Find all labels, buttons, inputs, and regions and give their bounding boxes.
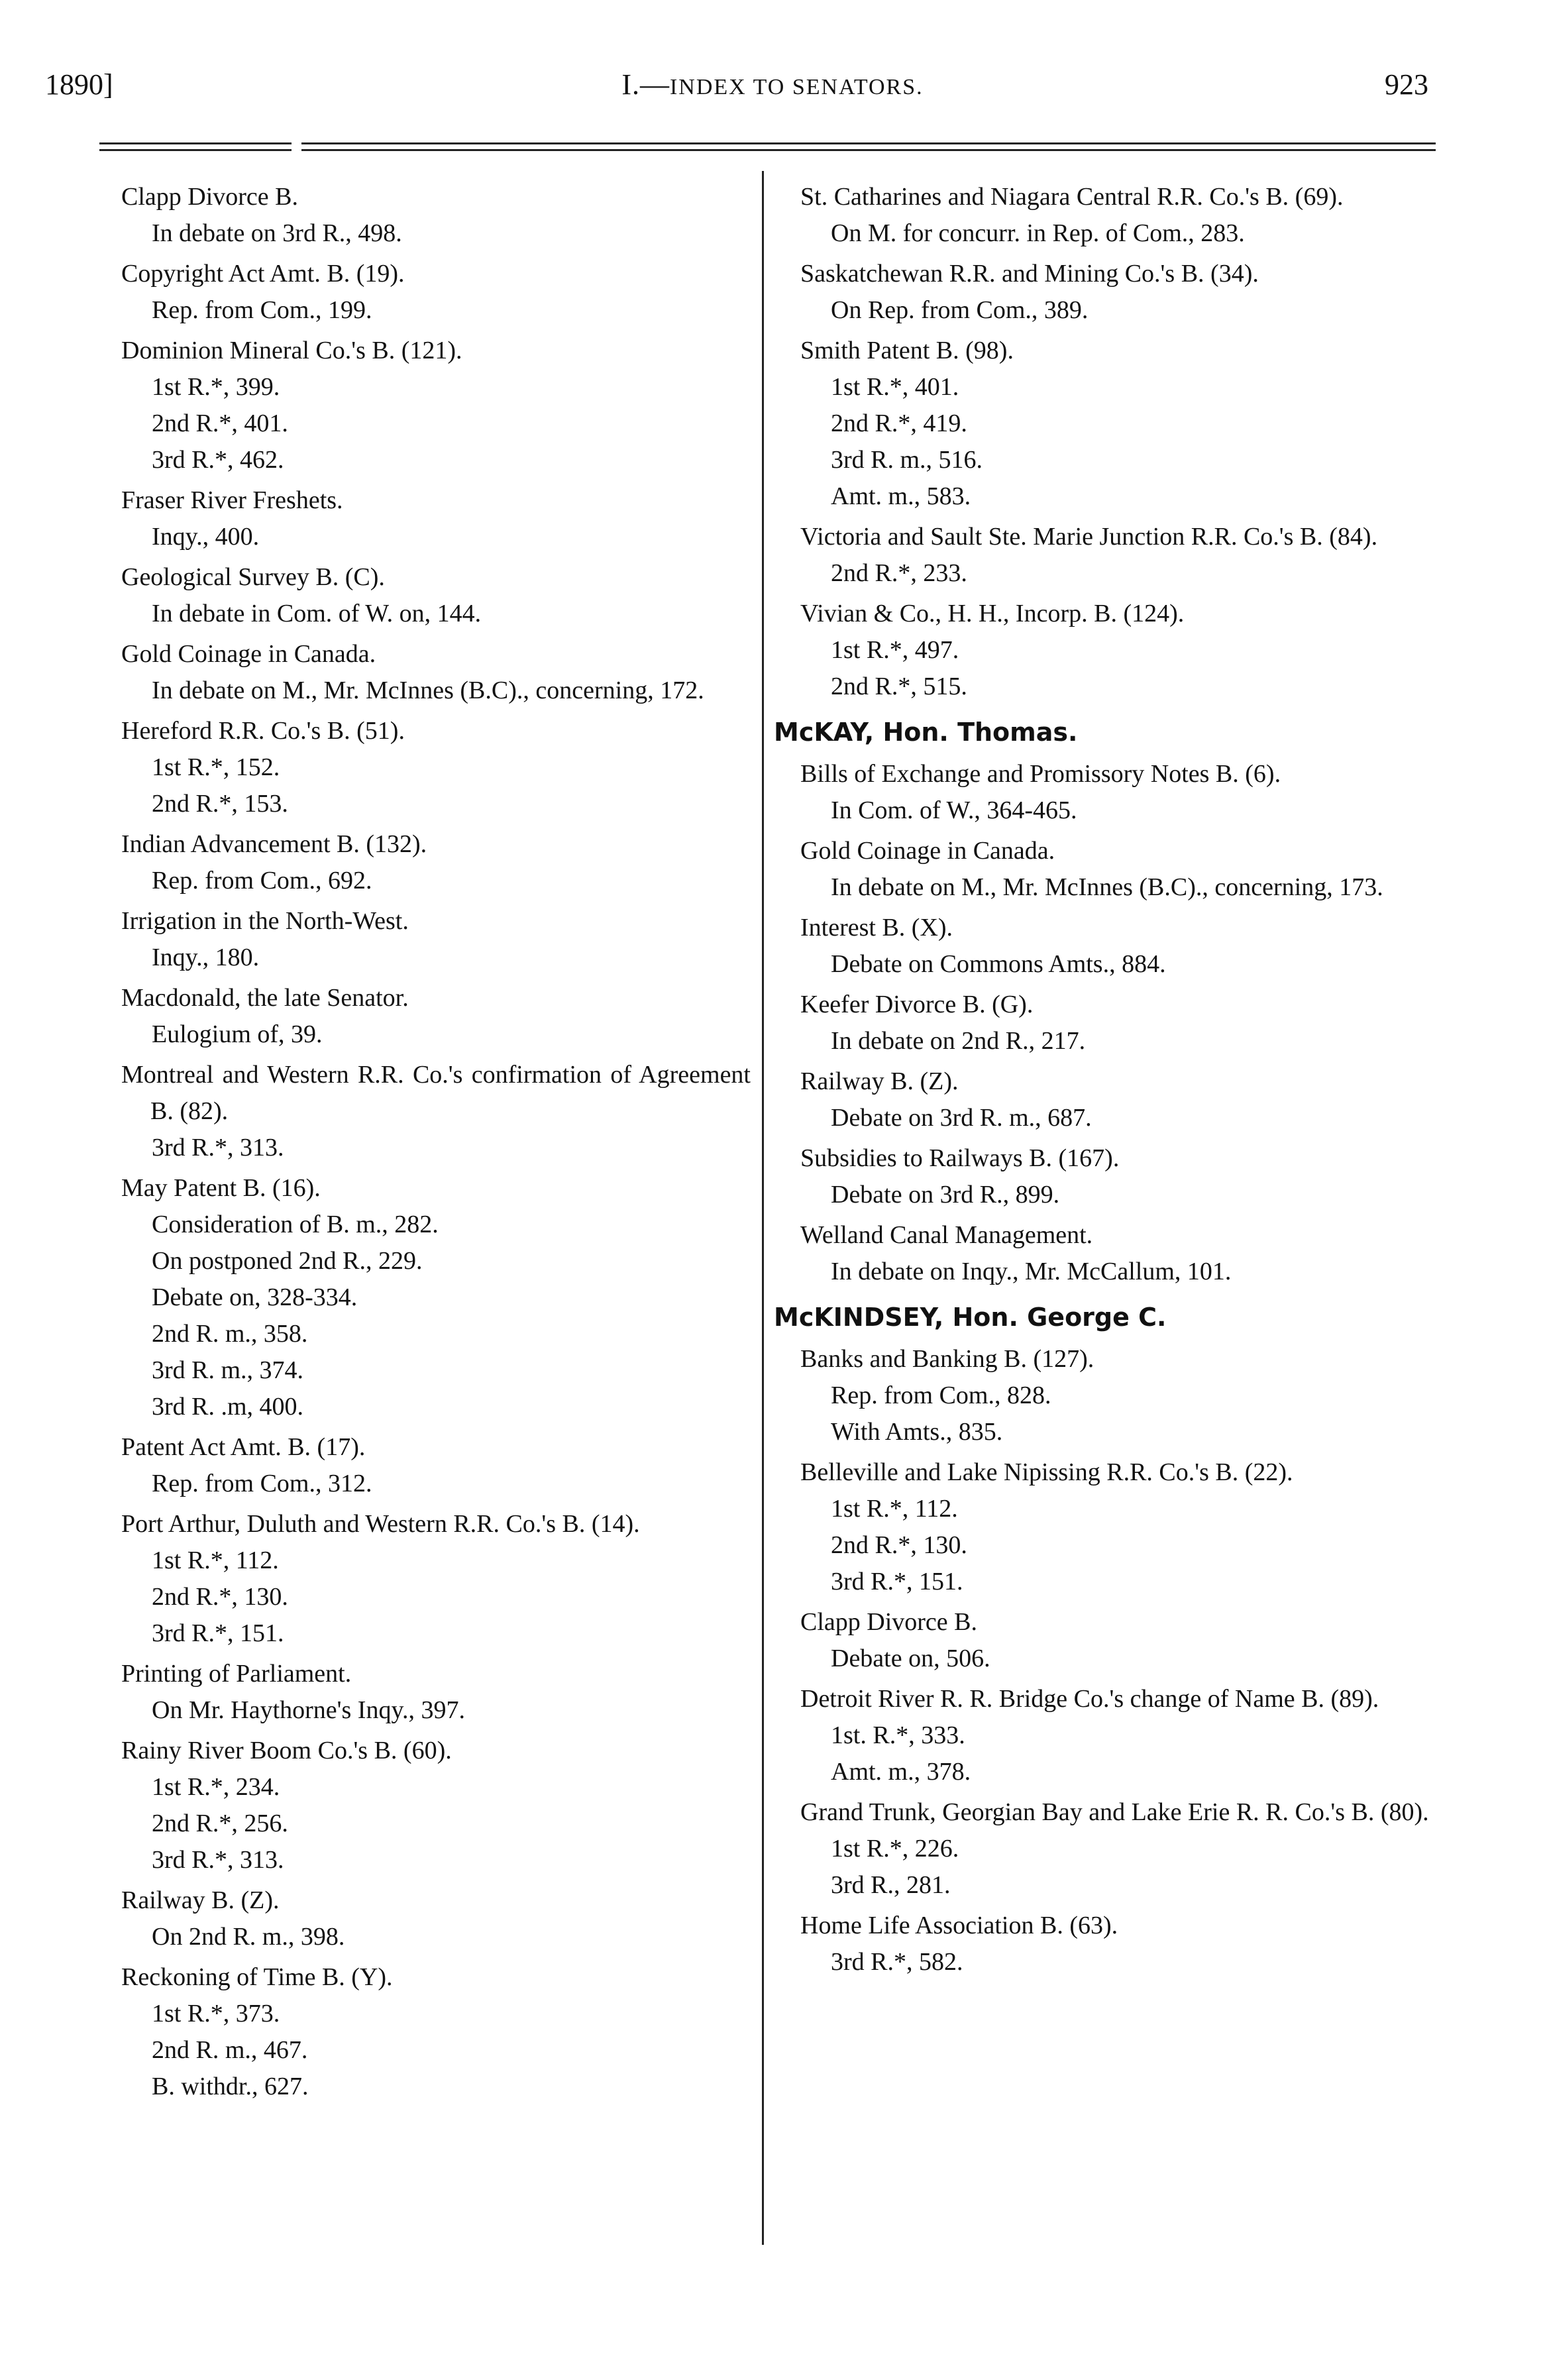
index-entry (121, 1882, 751, 1955)
entry-subitem: 2nd R.*, 233. (831, 559, 967, 587)
header-title-prefix: I.— (621, 68, 670, 101)
entry-title: Printing of Parliament. (121, 1660, 352, 1688)
index-entry (800, 256, 1436, 329)
entry-subitem: 2nd R.*, 130. (831, 1531, 967, 1559)
entry-title: Geological Survey B. (C). (121, 563, 385, 591)
entry-subitem: Debate on 3rd R., 899. (831, 1181, 1060, 1209)
entry-title: Indian Advancement B. (132). (121, 830, 427, 858)
entry-subitem: 2nd R.*, 515. (831, 673, 967, 700)
header-year: 1890] (45, 68, 113, 101)
entry-list (800, 1341, 1436, 1980)
entry-subitem: 3rd R. m., 374. (152, 1356, 304, 1384)
entry-subitem: 1st R.*, 112. (831, 1495, 958, 1523)
entry-title: Port Arthur, Duluth and Western R.R. Co.'s B. (14). (121, 1510, 640, 1538)
entry-title: St. Catharines and Niagara Central R.R. Co.'s B. (69). (800, 183, 1344, 211)
entry-subitem: Debate on, 506. (831, 1645, 990, 1672)
entry-subitem: 1st. R.*, 333. (831, 1721, 965, 1749)
index-entry (121, 980, 751, 1053)
entry-title: Gold Coinage in Canada. (121, 640, 376, 668)
index-entry (800, 1217, 1436, 1290)
entry-title: Clapp Divorce B. (121, 183, 299, 211)
index-entry (121, 256, 751, 329)
index-entry (800, 1794, 1436, 1904)
entry-subitem: Debate on 3rd R. m., 687. (831, 1104, 1092, 1132)
entry-title: Interest B. (X). (800, 914, 953, 942)
entry-subitem: 3rd R.*, 462. (152, 446, 284, 474)
entry-subitem: In debate on 3rd R., 498. (152, 219, 402, 247)
page-number: 923 (1385, 68, 1428, 101)
index-entry (121, 636, 751, 709)
entry-subitem: 1st R.*, 112. (152, 1546, 279, 1574)
entry-subitem: 2nd R.*, 419. (831, 409, 967, 437)
entry-title: Detroit River R. R. Bridge Co.'s change of Name B. (89). (800, 1685, 1379, 1713)
entry-subitem: Amt. m., 583. (831, 482, 971, 510)
entry-list (800, 179, 1436, 705)
entry-subitem: 2nd R.*, 153. (152, 790, 288, 818)
index-entry (121, 826, 751, 899)
index-entry (800, 833, 1436, 906)
entry-title: Saskatchewan R.R. and Mining Co.'s B. (34). (800, 260, 1259, 288)
header-rule (301, 142, 1436, 144)
entry-subitem: 1st R.*, 373. (152, 2000, 280, 2028)
entry-title: Home Life Association B. (63). (800, 1912, 1118, 1939)
entry-subitem: Eulogium of, 39. (152, 1020, 323, 1048)
entry-subitem: 3rd R.*, 582. (831, 1948, 963, 1976)
entry-subitem: 1st R.*, 234. (152, 1773, 280, 1801)
header-rule (301, 149, 1436, 151)
header-rule (99, 142, 292, 144)
index-entry (800, 987, 1436, 1059)
entry-subitem: Amt. m., 378. (831, 1758, 971, 1786)
entry-subitem: 3rd R. m., 516. (831, 446, 983, 474)
entry-list (121, 179, 751, 2105)
entry-title: Welland Canal Management. (800, 1221, 1093, 1249)
entry-subitem: In debate in Com. of W. on, 144. (152, 600, 482, 627)
entry-title: Railway B. (Z). (121, 1886, 280, 1914)
index-entry (121, 713, 751, 822)
entry-subitem: 2nd R.*, 130. (152, 1583, 288, 1611)
index-entry (800, 910, 1436, 983)
entry-subitem: 1st R.*, 399. (152, 373, 280, 401)
entry-subitem: 2nd R.*, 256. (152, 1810, 288, 1837)
entry-subitem: 3rd R.*, 151. (152, 1619, 284, 1647)
index-entry (121, 1429, 751, 1502)
entry-subitem: 3rd R.*, 313. (152, 1846, 284, 1874)
entry-subitem: Debate on, 328-334. (152, 1283, 358, 1311)
entry-title: Irrigation in the North-West. (121, 907, 409, 935)
senator-heading: McKAY, Hon. Thomas. (774, 718, 1078, 747)
entry-title: Patent Act Amt. B. (17). (121, 1433, 366, 1461)
entry-title: Fraser River Freshets. (121, 486, 343, 514)
entry-subitem: On 2nd R. m., 398. (152, 1923, 345, 1951)
entry-title: Railway B. (Z). (800, 1067, 959, 1095)
entry-subitem: 3rd R.*, 313. (152, 1134, 284, 1162)
index-entry (121, 1733, 751, 1878)
entry-subitem: With Amts., 835. (831, 1418, 1003, 1446)
column-divider (762, 171, 764, 2245)
entry-title: Grand Trunk, Georgian Bay and Lake Erie R. R. Co.'s B. (80). (800, 1798, 1429, 1826)
entry-title: Gold Coinage in Canada. (800, 837, 1055, 865)
entry-title: Smith Patent B. (98). (800, 337, 1014, 364)
entry-subitem: In debate on M., Mr. McInnes (B.C)., concerning, 173. (831, 873, 1383, 901)
entry-subitem: B. withdr., 627. (152, 2073, 309, 2100)
index-entry (800, 179, 1436, 252)
index-entry (800, 1908, 1436, 1980)
entry-subitem: Debate on Commons Amts., 884. (831, 950, 1166, 978)
index-entry (800, 1604, 1436, 1677)
entry-title: Hereford R.R. Co.'s B. (51). (121, 717, 405, 745)
index-entry (800, 333, 1436, 515)
entry-subitem: In debate on M., Mr. McInnes (B.C)., concerning, 172. (152, 676, 704, 704)
left-column (121, 179, 751, 2109)
entry-subitem: On M. for concurr. in Rep. of Com., 283. (831, 219, 1245, 247)
entry-title: Belleville and Lake Nipissing R.R. Co.'s B. (22). (800, 1458, 1293, 1486)
index-entry (121, 482, 751, 555)
header-title-smallcaps: INDEX TO SENATORS. (669, 75, 924, 99)
entry-title: Vivian & Co., H. H., Incorp. B. (124). (800, 600, 1185, 627)
entry-subitem: 1st R.*, 152. (152, 753, 280, 781)
entry-subitem: 2nd R.*, 401. (152, 409, 288, 437)
entry-subitem: In debate on 2nd R., 217. (831, 1027, 1086, 1055)
entry-subitem: On Rep. from Com., 389. (831, 296, 1089, 324)
index-entry (800, 1454, 1436, 1600)
entry-subitem: Inqy., 180. (152, 944, 260, 971)
index-entry (121, 1057, 751, 1166)
entry-subitem: On postponed 2nd R., 229. (152, 1247, 423, 1275)
entry-subitem: On Mr. Haythorne's Inqy., 397. (152, 1696, 465, 1724)
entry-title: Keefer Divorce B. (G). (800, 991, 1034, 1018)
index-entry (121, 1959, 751, 2105)
entry-subitem: 1st R.*, 497. (831, 636, 959, 664)
entry-title: Clapp Divorce B. (800, 1608, 978, 1636)
index-entry (121, 333, 751, 478)
index-entry (121, 179, 751, 252)
entry-subitem: Rep. from Com., 828. (831, 1381, 1051, 1409)
index-entry (121, 559, 751, 632)
entry-title: Dominion Mineral Co.'s B. (121). (121, 337, 462, 364)
index-entry (121, 1656, 751, 1729)
running-header (0, 61, 1545, 121)
entry-title: Victoria and Sault Ste. Marie Junction R.R. Co.'s B. (84). (800, 523, 1378, 551)
index-entry (121, 1170, 751, 1425)
entry-title: Reckoning of Time B. (Y). (121, 1963, 393, 1991)
entry-subitem: Inqy., 400. (152, 523, 260, 551)
entry-subitem: 2nd R. m., 467. (152, 2036, 308, 2064)
entry-subitem: 2nd R. m., 358. (152, 1320, 308, 1348)
index-entry (800, 756, 1436, 829)
entry-title: Subsidies to Railways B. (167). (800, 1144, 1120, 1172)
entry-title: Copyright Act Amt. B. (19). (121, 260, 405, 288)
header-title (0, 68, 1545, 101)
entry-title: Rainy River Boom Co.'s B. (60). (121, 1737, 452, 1764)
entry-title: Montreal and Western R.R. Co.'s confirmation of Agreement B. (82). (121, 1061, 751, 1125)
entry-subitem: Consideration of B. m., 282. (152, 1211, 439, 1238)
index-entry (800, 596, 1436, 705)
entry-subitem: 1st R.*, 401. (831, 373, 959, 401)
entry-subitem: 3rd R. .m, 400. (152, 1393, 304, 1421)
entry-subitem: Rep. from Com., 692. (152, 867, 372, 894)
entry-title: Macdonald, the late Senator. (121, 984, 409, 1012)
index-entry (800, 1140, 1436, 1213)
entry-title: Bills of Exchange and Promissory Notes B. (6). (800, 760, 1281, 788)
entry-subitem: In Com. of W., 364-465. (831, 796, 1077, 824)
senator-heading: McKINDSEY, Hon. George C. (774, 1303, 1167, 1332)
index-entry (121, 903, 751, 976)
index-entry (800, 1063, 1436, 1136)
entry-title: Banks and Banking B. (127). (800, 1345, 1094, 1373)
right-column (774, 179, 1436, 1984)
index-entry (800, 1341, 1436, 1450)
entry-subitem: Rep. from Com., 199. (152, 296, 372, 324)
index-entry (800, 1681, 1436, 1790)
header-rule (99, 149, 292, 151)
entry-subitem: In debate on Inqy., Mr. McCallum, 101. (831, 1258, 1232, 1285)
entry-subitem: 1st R.*, 226. (831, 1835, 959, 1863)
entry-list (800, 756, 1436, 1290)
index-entry (800, 519, 1436, 592)
entry-subitem: 3rd R.*, 151. (831, 1568, 963, 1596)
entry-subitem: Rep. from Com., 312. (152, 1470, 372, 1497)
index-entry (121, 1506, 751, 1652)
entry-title: May Patent B. (16). (121, 1174, 321, 1202)
entry-subitem: 3rd R., 281. (831, 1871, 951, 1899)
